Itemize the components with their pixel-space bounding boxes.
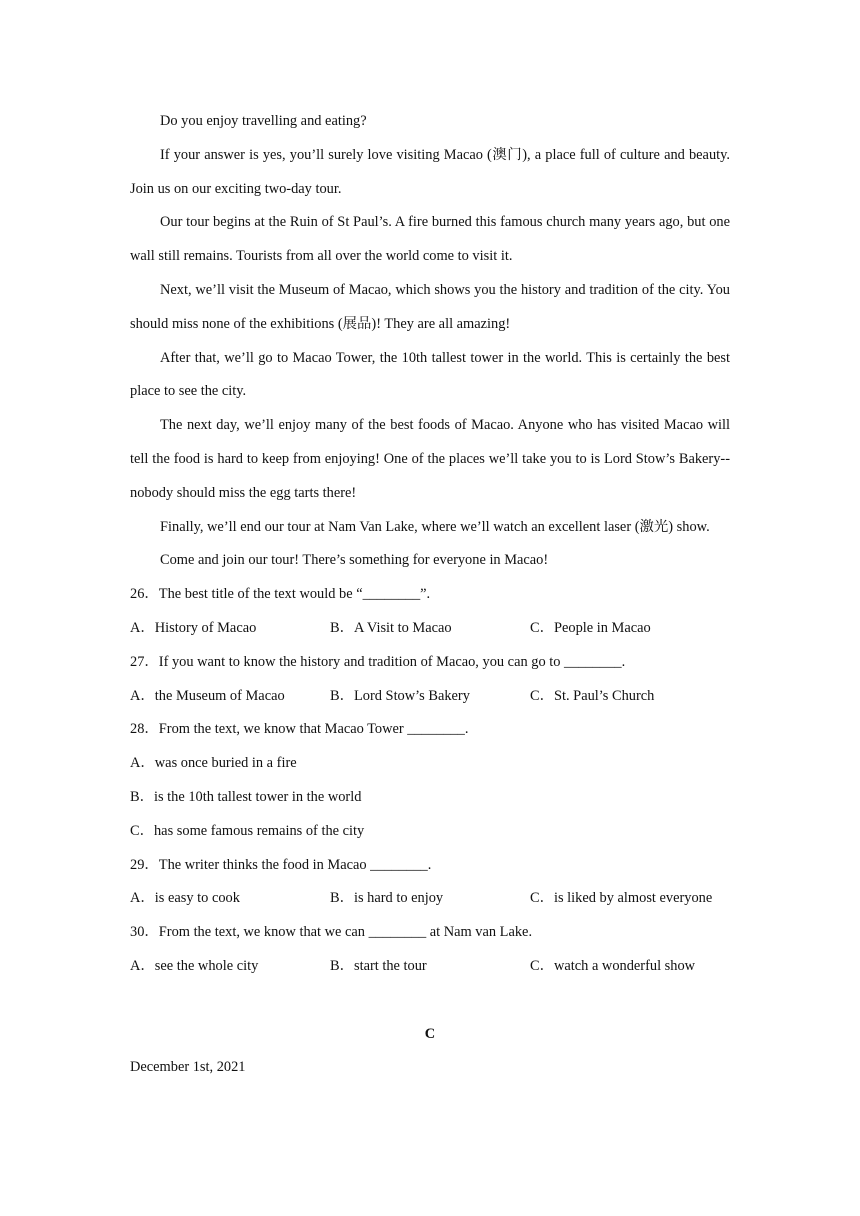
option-a: A．see the whole city xyxy=(130,957,259,974)
question-options xyxy=(130,882,730,916)
passage-paragraph: After that, we’ll go to Macao Tower, the 10th tallest tower in the world. This is certainly the best place to see the city. xyxy=(130,349,730,400)
option-c: C．has some famous remains of the city xyxy=(130,822,365,839)
section-heading: C xyxy=(424,1025,436,1042)
passage-paragraph: Next, we’ll visit the Museum of Macao, which shows you the history and tradition of the city. You should miss none of the exhibitions (展品)! They are all amazing! xyxy=(130,281,730,332)
option-c: C．St. Paul’s Church xyxy=(530,687,655,704)
option-a: A．the Museum of Macao xyxy=(130,687,285,704)
option-c: C．watch a wonderful show xyxy=(530,957,696,974)
question-stem: 29．The writer thinks the food in Macao ________. xyxy=(130,856,432,873)
passage-paragraph: The next day, we’ll enjoy many of the best foods of Macao. Anyone who has visited Macao will tell the food is hard to keep from enjoying! One of the places we’ll take you to is Lord Stow’s Bakery--nobody should miss the egg tarts there! xyxy=(130,417,730,501)
option-a: A．History of Macao xyxy=(130,619,257,636)
question-options xyxy=(130,680,730,714)
option-b: B．A Visit to Macao xyxy=(330,619,452,636)
question-stem: 30．From the text, we know that we can ________ at Nam van Lake. xyxy=(130,924,533,941)
question-stem: 27．If you want to know the history and tradition of Macao, you can go to ________. xyxy=(130,653,626,670)
question-stem: 26．The best title of the text would be “________”. xyxy=(130,586,431,603)
option-b: B．start the tour xyxy=(330,957,427,974)
option-b: B．is the 10th tallest tower in the world xyxy=(130,788,362,805)
option-a: A．was once buried in a fire xyxy=(130,755,297,772)
blank-line xyxy=(130,984,730,1018)
question-options xyxy=(130,950,730,984)
document-content xyxy=(130,105,730,1085)
question-options xyxy=(130,612,730,646)
passage-paragraph: Finally, we’ll end our tour at Nam Van Lake, where we’ll watch an excellent laser (激光) show. xyxy=(160,518,710,535)
passage-paragraph: Do you enjoy travelling and eating? xyxy=(160,113,367,129)
option-c: C．People in Macao xyxy=(530,619,651,636)
passage-paragraph: Come and join our tour! There’s something for everyone in Macao! xyxy=(160,552,549,569)
date-line: December 1st, 2021 xyxy=(130,1059,246,1076)
question-stem: 28．From the text, we know that Macao Tower ________. xyxy=(130,721,469,738)
option-a: A．is easy to cook xyxy=(130,890,240,907)
option-b: B．is hard to enjoy xyxy=(330,890,444,907)
passage-paragraph: Our tour begins at the Ruin of St Paul’s. A fire burned this famous church many years ago, but one wall still remains. Tourists from all over the world come to visit it. xyxy=(130,214,730,265)
option-c: C．is liked by almost everyone xyxy=(530,890,713,907)
option-b: B．Lord Stow’s Bakery xyxy=(330,687,470,704)
passage-paragraph: If your answer is yes, you’ll surely love visiting Macao (澳门), a place full of culture and beauty. Join us on our exciting two-day tour. xyxy=(130,146,730,197)
